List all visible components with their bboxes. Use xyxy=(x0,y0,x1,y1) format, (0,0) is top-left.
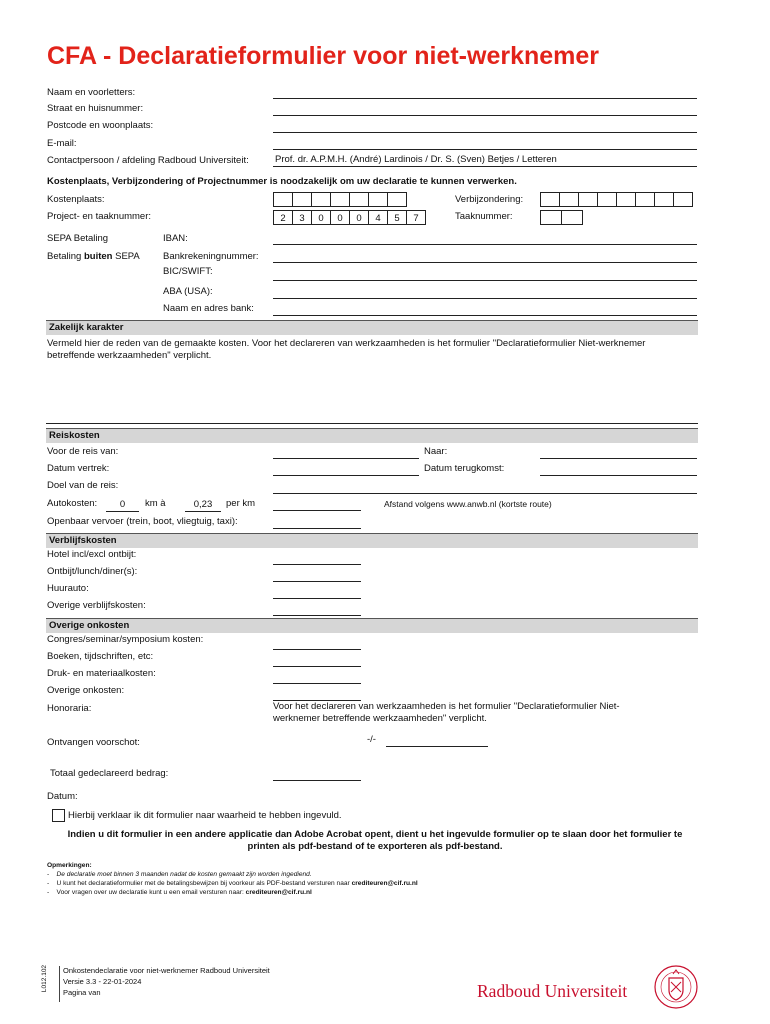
verbijzondering-box[interactable] xyxy=(635,192,655,207)
naam-field[interactable] xyxy=(273,98,697,99)
verblijf-header: Verblijfskosten xyxy=(46,533,698,548)
footer-line-3: Pagina van xyxy=(63,988,101,997)
project-box[interactable]: 3 xyxy=(292,210,312,225)
overige-header: Overige onkosten xyxy=(46,618,698,633)
iban-field[interactable] xyxy=(273,244,697,245)
vertrek-field[interactable] xyxy=(273,475,419,476)
verblijf-item-field[interactable] xyxy=(273,564,361,565)
verbijzondering-box[interactable] xyxy=(616,192,636,207)
kostenplaats-box[interactable] xyxy=(311,192,331,207)
kostenplaats-box[interactable] xyxy=(349,192,369,207)
project-box[interactable]: 7 xyxy=(406,210,426,225)
autokosten-label: Autokosten: xyxy=(47,498,98,509)
radboud-seal-icon xyxy=(653,964,699,1010)
bankrekening-field[interactable] xyxy=(273,262,697,263)
reiskosten-header: Reiskosten xyxy=(46,428,698,443)
acrobat-notice: Indien u dit formulier in een andere applicatie dan Adobe Acrobat opent, dient u het ingevulde formulier op te slaan door het formulier te printen als pdf-bestand of te exporteren als pdf-bestand. xyxy=(67,829,683,852)
overige-item-field[interactable] xyxy=(273,666,361,667)
bank-label: Naam en adres bank: xyxy=(163,303,254,314)
buiten-sepa-label: Betaling buiten SEPA xyxy=(47,251,140,262)
kostenplaats-label: Kostenplaats: xyxy=(47,194,105,205)
verblijf-item-label: Overige verblijfskosten: xyxy=(47,600,146,611)
footer-divider xyxy=(59,966,60,1002)
kostenplaats-box[interactable] xyxy=(368,192,388,207)
verbijzondering-box[interactable] xyxy=(559,192,579,207)
verbijzondering-box[interactable] xyxy=(578,192,598,207)
verblijf-item-label: Ontbijt/lunch/diner(s): xyxy=(47,566,138,577)
terug-label: Datum terugkomst: xyxy=(424,463,505,474)
overige-item-label: Overige onkosten: xyxy=(47,685,125,696)
zakelijk-field[interactable] xyxy=(46,423,698,424)
verbijzondering-box[interactable] xyxy=(673,192,693,207)
verbijzondering-box[interactable] xyxy=(540,192,560,207)
zakelijk-text: Vermeld hier de reden van de gemaakte kosten. Voor het declareren van werkzaamheden is het formulier "Declaratieformulier Niet-werknemer betreffende werkzaamheden" verplicht. xyxy=(47,338,646,361)
bankrekening-label: Bankrekeningnummer: xyxy=(163,251,259,262)
verbijzondering-label: Verbijzondering: xyxy=(455,194,524,205)
postcode-label: Postcode en woonplaats: xyxy=(47,120,154,131)
verblijf-item-label: Huurauto: xyxy=(47,583,89,594)
iban-label: IBAN: xyxy=(163,233,188,244)
vertrek-label: Datum vertrek: xyxy=(47,463,110,474)
verbijzondering-box[interactable] xyxy=(654,192,674,207)
verblijf-item-label: Hotel incl/excl ontbijt: xyxy=(47,549,137,560)
honoraria-label: Honoraria: xyxy=(47,703,92,714)
opmerkingen-header: Opmerkingen: xyxy=(47,862,92,869)
contact-field[interactable] xyxy=(273,166,697,167)
voorschot-sign: -/- xyxy=(367,734,376,745)
project-label: Project- en taaknummer: xyxy=(47,211,152,222)
radboud-logo-text: Radboud Universiteit xyxy=(477,981,628,1001)
kostenplaats-box[interactable] xyxy=(387,192,407,207)
verblijf-item-field[interactable] xyxy=(273,581,361,582)
verklaring-checkbox[interactable] xyxy=(52,809,65,822)
project-box[interactable]: 0 xyxy=(349,210,369,225)
verblijf-item-field[interactable] xyxy=(273,615,361,616)
afstand-note: Afstand volgens www.anwb.nl (kortste route) xyxy=(384,499,552,509)
straat-label: Straat en huisnummer: xyxy=(47,103,144,114)
naam-label: Naam en voorletters: xyxy=(47,87,136,98)
doel-field[interactable] xyxy=(273,493,697,494)
postcode-field[interactable] xyxy=(273,132,697,133)
opmerking-1: - De declaratie moet binnen 3 maanden nadat de kosten gemaakt zijn worden ingediend. xyxy=(47,871,312,878)
taaknummer-label: Taaknummer: xyxy=(455,211,513,222)
zakelijk-header: Zakelijk karakter xyxy=(46,320,698,335)
ov-field[interactable] xyxy=(273,528,361,529)
rate-field[interactable]: 0,23 xyxy=(185,499,221,512)
straat-field[interactable] xyxy=(273,115,697,116)
voorschot-label: Ontvangen voorschot: xyxy=(47,737,140,748)
overige-item-label: Druk- en materiaalkosten: xyxy=(47,668,156,679)
bic-label: BIC/SWIFT: xyxy=(163,266,213,277)
ov-label: Openbaar vervoer (trein, boot, vliegtuig, taxi): xyxy=(47,516,238,527)
totaal-field[interactable] xyxy=(273,780,361,781)
taaknummer-box[interactable] xyxy=(561,210,583,225)
verbijzondering-box[interactable] xyxy=(597,192,617,207)
opmerking-2: - U kunt het declaratieformulier met de betalingsbewijzen bij voorkeur als PDF-bestand versturen naar crediteuren@cif.ru.nl xyxy=(47,880,418,887)
email-field[interactable] xyxy=(273,149,697,150)
sepa-label: SEPA Betaling xyxy=(47,233,109,244)
km-field[interactable]: 0 xyxy=(106,499,139,512)
verblijf-item-field[interactable] xyxy=(273,598,361,599)
terug-field[interactable] xyxy=(540,475,697,476)
bank-field[interactable] xyxy=(273,315,697,316)
per-km-label: per km xyxy=(226,498,256,509)
overige-item-field[interactable] xyxy=(273,683,361,684)
overige-item-label: Boeken, tijdschriften, etc: xyxy=(47,651,154,662)
naar-field[interactable] xyxy=(540,458,697,459)
overige-item-field[interactable] xyxy=(273,649,361,650)
contact-value[interactable]: Prof. dr. A.P.M.H. (André) Lardinois / Dr. S. (Sven) Betjes / Letteren xyxy=(275,154,557,165)
footer-line-2: Versie 3.3 - 22-01-2024 xyxy=(63,977,142,986)
voorschot-field[interactable] xyxy=(386,746,488,747)
km-a-label: km à xyxy=(145,498,166,509)
honoraria-note: Voor het declareren van werkzaamheden is het formulier "Declaratieformulier Niet-werknemer betreffende werkzaamheden" verplicht. xyxy=(273,701,620,724)
bic-field[interactable] xyxy=(273,280,697,281)
reis-van-field[interactable] xyxy=(273,458,419,459)
project-box[interactable]: 0 xyxy=(311,210,331,225)
crediteuren-email-link[interactable]: crediteuren@cif.ru.nl xyxy=(245,889,312,896)
email-label: E-mail: xyxy=(47,138,77,149)
verklaring-label: Hierbij verklaar ik dit formulier naar waarheid te hebben ingevuld. xyxy=(68,810,342,821)
autokosten-amount-field[interactable] xyxy=(273,510,361,511)
aba-label: ABA (USA): xyxy=(163,286,213,297)
aba-field[interactable] xyxy=(273,298,697,299)
kostenplaats-box[interactable] xyxy=(273,192,293,207)
footer-line-1: Onkostendeclaratie voor niet-werknemer Radboud Universiteit xyxy=(63,966,270,975)
kostenplaats-box[interactable] xyxy=(292,192,312,207)
project-box[interactable]: 2 xyxy=(273,210,293,225)
project-box[interactable]: 0 xyxy=(330,210,350,225)
page-title: CFA - Declaratieformulier voor niet-werknemer xyxy=(47,42,600,70)
taaknummer-box[interactable] xyxy=(540,210,562,225)
form-code: L012.102 xyxy=(41,964,49,993)
kostenplaats-box[interactable] xyxy=(330,192,350,207)
datum-label: Datum: xyxy=(47,791,78,802)
totaal-label: Totaal gedeclareerd bedrag: xyxy=(50,768,169,779)
kostenplaats-notice: Kostenplaats, Verbijzondering of Projectnummer is noodzakelijk om uw declaratie te kunnen verwerken. xyxy=(47,176,517,187)
contact-label: Contactpersoon / afdeling Radboud Universiteit: xyxy=(47,155,249,166)
project-box[interactable]: 4 xyxy=(368,210,388,225)
overige-item-label: Congres/seminar/symposium kosten: xyxy=(47,634,204,645)
opmerking-3: - Voor vragen over uw declaratie kunt u een email versturen naar: crediteuren@cif.ru.nl xyxy=(47,889,312,896)
doel-label: Doel van de reis: xyxy=(47,480,119,491)
naar-label: Naar: xyxy=(424,446,448,457)
project-box[interactable]: 5 xyxy=(387,210,407,225)
reis-van-label: Voor de reis van: xyxy=(47,446,119,457)
